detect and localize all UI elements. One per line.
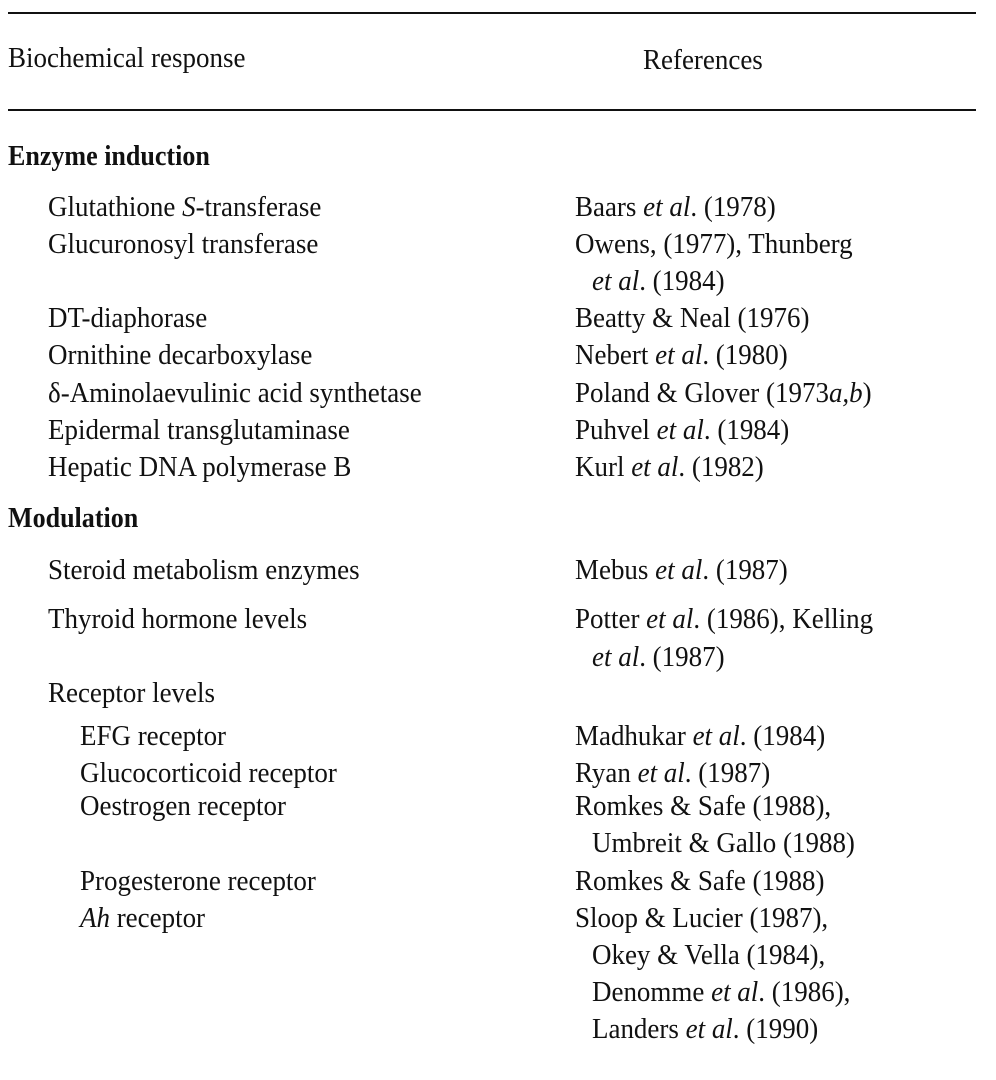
- text: et al: [646, 603, 694, 635]
- text: a,b: [828, 377, 863, 409]
- row-response-sub: [80, 901, 205, 935]
- text: Puhvel: [575, 414, 657, 446]
- header-references: References: [643, 44, 763, 76]
- text: . (1990): [732, 1013, 819, 1045]
- row-reference: [575, 756, 770, 790]
- row-reference-cont: Okey & Vella (1984),: [592, 939, 826, 971]
- row-reference: [575, 450, 764, 484]
- section-title-modulation: Modulation: [8, 503, 139, 534]
- text: et al: [711, 976, 759, 1008]
- text: Madhukar: [575, 720, 693, 752]
- row-reference: [575, 602, 873, 636]
- row-reference: [575, 553, 788, 587]
- text: Potter: [575, 603, 647, 635]
- rule-top: [8, 12, 976, 14]
- text: Nebert: [575, 339, 656, 371]
- row-response: DT-diaphorase: [48, 302, 208, 334]
- row-reference: [575, 338, 788, 372]
- text: . (1980): [702, 339, 788, 371]
- row-response-sub: Oestrogen receptor: [80, 790, 286, 822]
- section-title-enzyme-induction: Enzyme induction: [8, 141, 210, 172]
- text: Glutathione: [48, 191, 183, 223]
- row-response-sub: Progesterone receptor: [80, 865, 316, 897]
- rule-header-bottom: [8, 109, 976, 111]
- text: Ryan: [575, 757, 638, 789]
- row-reference: Sloop & Lucier (1987),: [575, 902, 829, 934]
- row-reference: [575, 719, 825, 753]
- row-reference: Romkes & Safe (1988),: [575, 790, 832, 822]
- row-reference-cont: [592, 264, 725, 298]
- text: et al: [643, 191, 691, 223]
- row-reference-cont: [592, 1012, 818, 1046]
- text: . (1982): [678, 451, 764, 483]
- text: et al: [655, 339, 703, 371]
- text: et al: [631, 451, 679, 483]
- text: et al: [685, 1013, 733, 1045]
- row-reference-cont: [592, 640, 725, 674]
- text: receptor: [109, 902, 206, 934]
- row-response: Hepatic DNA polymerase B: [48, 451, 352, 483]
- text: Landers: [592, 1013, 686, 1045]
- text: . (1986),: [758, 976, 851, 1008]
- text: . (1987): [702, 554, 788, 586]
- text: ): [862, 377, 872, 409]
- text: et al: [692, 720, 740, 752]
- text: Mebus: [575, 554, 656, 586]
- text: Denomme: [592, 976, 712, 1008]
- row-response: δ-Aminolaevulinic acid synthetase: [48, 377, 422, 409]
- row-reference: [575, 376, 872, 410]
- text: et al: [637, 757, 685, 789]
- text: et al: [592, 641, 640, 673]
- text: . (1984): [739, 720, 826, 752]
- header-biochemical-response: Biochemical response: [8, 42, 246, 74]
- text: Baars: [575, 191, 644, 223]
- text: et al: [592, 265, 640, 297]
- text: . (1984): [703, 414, 790, 446]
- row-reference: Owens, (1977), Thunberg: [575, 228, 853, 260]
- text: . (1986), Kelling: [693, 603, 874, 635]
- row-response-sub: Glucocorticoid receptor: [80, 757, 337, 789]
- row-reference: [575, 190, 776, 224]
- row-response: Glucuronosyl transferase: [48, 228, 319, 260]
- text: Kurl: [575, 451, 632, 483]
- text: . (1984): [639, 265, 725, 297]
- row-reference: Romkes & Safe (1988): [575, 865, 825, 897]
- row-response: Ornithine decarboxylase: [48, 339, 313, 371]
- row-response: Steroid metabolism enzymes: [48, 554, 360, 586]
- row-response: Epidermal transglutaminase: [48, 414, 350, 446]
- row-response: [48, 190, 321, 224]
- text: . (1987): [684, 757, 771, 789]
- text: Ah: [80, 902, 110, 934]
- text: et al: [655, 554, 703, 586]
- row-reference-cont: Umbreit & Gallo (1988): [592, 827, 855, 859]
- text: et al: [656, 414, 704, 446]
- row-reference: Beatty & Neal (1976): [575, 302, 810, 334]
- text: . (1987): [639, 641, 725, 673]
- row-response: Thyroid hormone levels: [48, 603, 308, 635]
- text: -transferase: [195, 191, 322, 223]
- row-reference-cont: [592, 975, 850, 1009]
- text: . (1978): [690, 191, 776, 223]
- row-response-group: Receptor levels: [48, 677, 216, 709]
- text: Poland & Glover (1973: [575, 377, 829, 409]
- row-reference: [575, 413, 789, 447]
- text: S: [182, 191, 196, 223]
- row-response-sub: EFG receptor: [80, 720, 227, 752]
